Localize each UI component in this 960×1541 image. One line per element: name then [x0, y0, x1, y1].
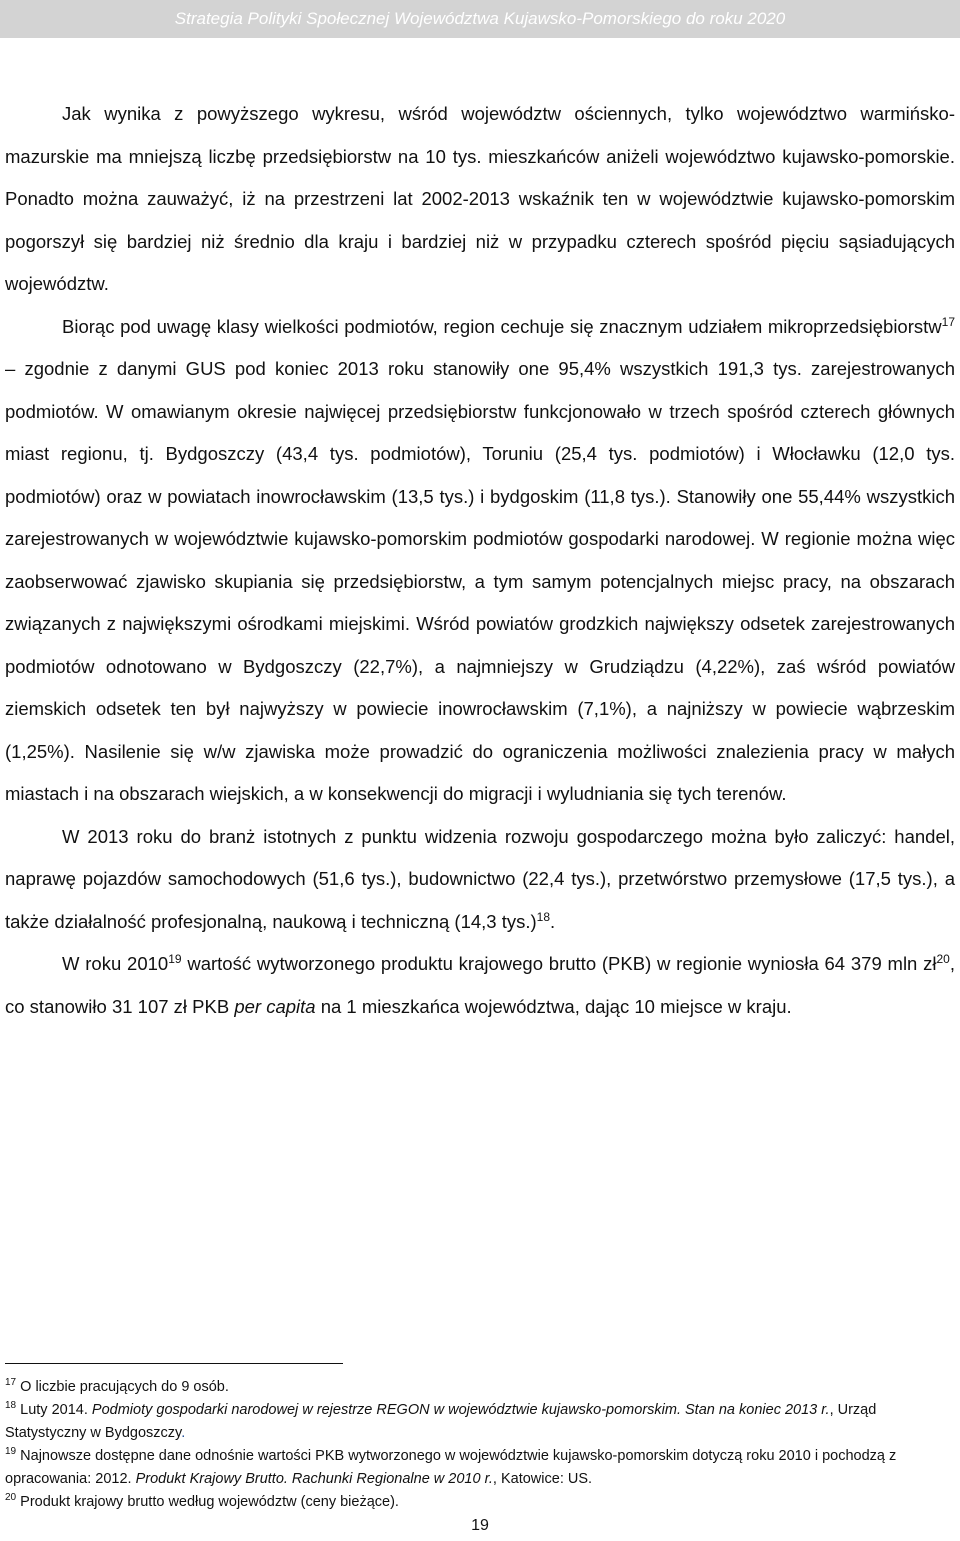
paragraph-4-part-d: na 1 mieszkańca województwa, dając 10 miejsce w kraju. — [315, 995, 792, 1017]
paragraph-2-part-a: Biorąc pod uwagę klasy wielkości podmiotów, region cechuje się znacznym udziałem mikroprzedsiębiorstw — [62, 315, 942, 337]
paragraph-2-part-b: – zgodnie z danymi GUS pod koniec 2013 roku stanowiły one 95,4% wszystkich 191,3 tys. zarejestrowanych podmiotów. W omawianym okresie najwięcej przedsiębiorstw funkcjonowało w trzech spośród czterech głównych miast regionu, tj. Bydgoszczy (43,4 tys. podmiotów), Toruniu (25,4 tys. podmiotów) i Włocławku (12,0 tys. podmiotów) oraz w powiatach inowrocławskim (13,5 tys.) i bydgoskim (11,8 tys.). Stanowiły one 55,44% wszystkich zarejestrowanych w województwie kujawsko-pomorskim podmiotów gospodarki narodowej. W regionie można więc zaobserwować zjawisko skupiania się przedsiębiorstw, a tym samym potencjalnych miejsc pracy, na obszarach związanych z największymi ośrodkami miejskimi. Wśród powiatów grodzkich największy odsetek zarejestrowanych podmiotów odnotowano w Bydgoszczy (22,7%), a najmniejszy w Grudziądzu (4,22%), zaś wśród powiatów ziemskich odsetek ten był najwyższy w powiecie inowrocławskim (7,1%), a najniższy w powiecie wąbrzeskim (1,25%). Nasilenie się w/w zjawiska może prowadzić do ograniczenia możliwości znalezienia pracy w małych miastach i na obszarach wiejskich, a w konsekwencji do migracji i wyludniania się tych terenów. — [5, 358, 955, 804]
footnote-18 — [5, 1399, 950, 1445]
paragraph-4-part-c: , co stanowiło 31 107 zł PKB — [5, 953, 955, 1017]
paragraph-3 — [5, 816, 955, 944]
footnote-publisher: , Urząd Statystyczny w Bydgoszczy — [5, 1402, 877, 1441]
footnote-period: . — [181, 1425, 186, 1441]
page-header — [0, 0, 960, 38]
footnote-ref-20[interactable]: 20 — [936, 951, 950, 966]
footnote-title: Produkt Krajowy Brutto. Rachunki Regionalne w 2010 r. — [135, 1471, 493, 1487]
footnote-publisher: , Katowice: US. — [492, 1471, 593, 1487]
footnote-separator — [5, 1363, 343, 1364]
footnote-text: O liczbie pracujących do 9 osób. — [16, 1379, 229, 1395]
paragraph-4-italic: per capita — [234, 995, 316, 1017]
footnote-title: Podmioty gospodarki narodowej w rejestrze REGON w województwie kujawsko-pomorskim. Stan na koniec 2013 r. — [91, 1402, 830, 1418]
paragraph-1: Jak wynika z powyższego wykresu, wśród województw ościennych, tylko województwo warmińsko-mazurskie ma mniejszą liczbę przedsiębiorstw na 10 tys. mieszkańców aniżeli województwo kujawsko-pomorskie. Ponadto można zauważyć, iż na przestrzeni lat 2002-2013 wskaźnik ten w województwie kujawsko-pomorskim pogorszył się bardziej niż średnio dla kraju i bardziej niż w przypadku czterech spośród pięciu sąsiadujących województw. — [5, 103, 955, 294]
main-text — [5, 93, 955, 1028]
paragraph-3-part-b: . — [550, 910, 556, 932]
footnote-ref-18[interactable]: 18 — [536, 909, 551, 924]
footnote-number: 18 — [5, 1400, 17, 1412]
footnote-number: 19 — [5, 1446, 17, 1458]
paragraph-2 — [5, 306, 955, 816]
footnote-text: Najnowsze dostępne dane odnośnie wartości PKB wytworzonego w województwie kujawsko-pomorskim dotyczą roku 2010 i pochodzą z opracowania: 2012. — [5, 1448, 897, 1487]
paragraph-4-part-b: wartość wytworzonego produktu krajowego brutto (PKB) w regionie wyniosła 64 379 mln zł — [181, 953, 937, 974]
footnote-20 — [5, 1491, 950, 1514]
paragraph-3-part-a: W 2013 roku do branż istotnych z punktu widzenia rozwoju gospodarczego można było zaliczyć: handel, naprawę pojazdów samochodowych (51,6 tys.), budownictwo (22,4 tys.), przetwórstwo przemysłowe (17,5 tys.), a także działalność profesjonalną, naukową i techniczną (14,3 tys.) — [5, 825, 955, 932]
paragraph-4 — [5, 943, 955, 1028]
footnote-ref-17[interactable]: 17 — [941, 314, 955, 329]
footnotes — [5, 1376, 950, 1514]
footnote-number: 17 — [5, 1377, 17, 1389]
footnote-text: Produkt krajowy brutto według województw (ceny bieżące). — [16, 1494, 399, 1510]
paragraph-4-part-a: W roku 2010 — [62, 953, 169, 974]
footnote-19 — [5, 1445, 950, 1491]
page-number: 19 — [471, 1517, 489, 1534]
footnote-text: Luty 2014. — [16, 1402, 92, 1418]
footnote-17 — [5, 1376, 950, 1399]
header-title: Strategia Polityki Społecznej Województwa Kujawsko-Pomorskiego do roku 2020 — [174, 9, 786, 28]
footnote-number: 20 — [5, 1492, 17, 1504]
footnote-ref-19[interactable]: 19 — [168, 951, 182, 966]
